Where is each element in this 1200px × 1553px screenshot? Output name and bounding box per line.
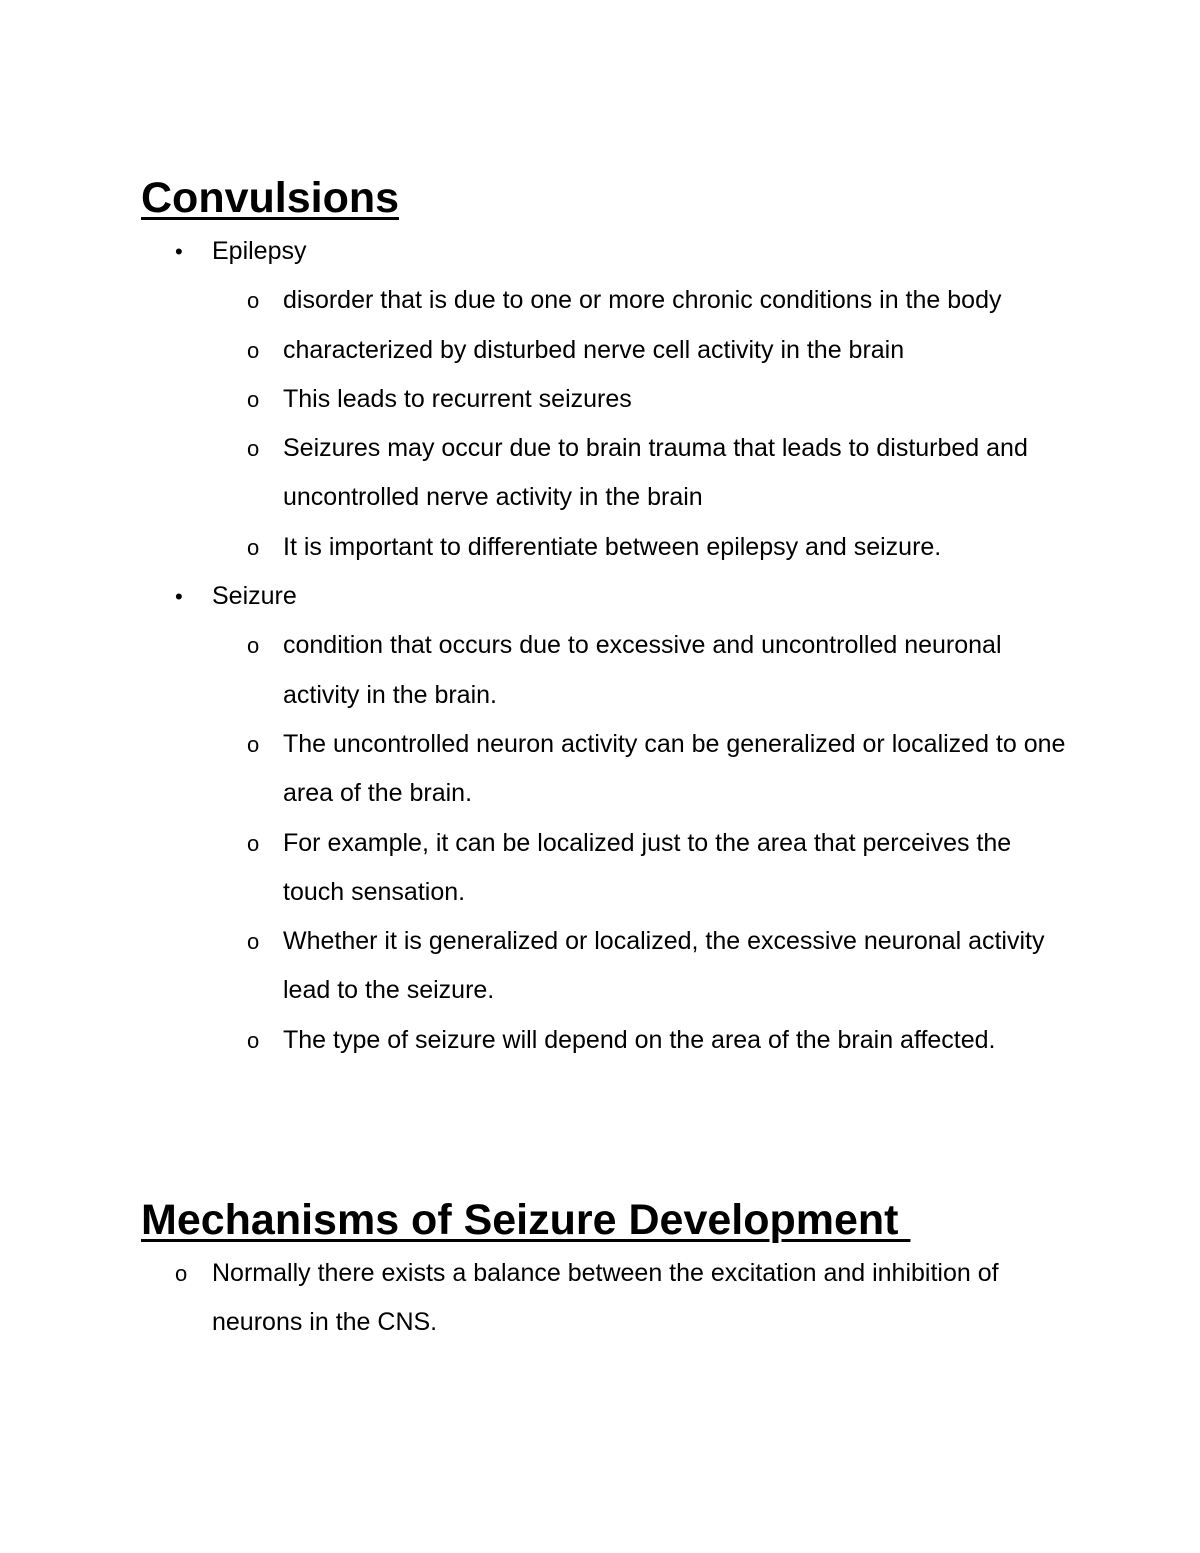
bullet-marker: • xyxy=(175,584,183,610)
sub-list-item xyxy=(0,621,1073,720)
sub-list-item xyxy=(0,523,1073,572)
sub-list-item-text: condition that occurs due to excessive and uncontrolled neuronal activity in the brain. xyxy=(283,631,1002,709)
list-item-seizure xyxy=(0,572,1200,621)
sub-list-item-text: The type of seizure will depend on the area of the brain affected. xyxy=(283,1025,996,1054)
sub-list-item xyxy=(0,375,1073,424)
heading-mechanisms: Mechanisms of Seizure Development xyxy=(141,1196,911,1244)
sub-list-item xyxy=(0,276,1073,325)
sub-bullet-marker: o xyxy=(247,1027,260,1053)
bullet-marker: • xyxy=(175,239,183,264)
sub-bullet-marker: o xyxy=(247,288,260,314)
sub-list-item xyxy=(0,720,1073,819)
mechanisms-list xyxy=(0,1249,1200,1348)
list-item-label: Epilepsy xyxy=(212,237,307,265)
sub-list-item-text: It is important to differentiate between epilepsy and seizure. xyxy=(283,532,942,561)
list-item-epilepsy xyxy=(0,227,1200,276)
sub-list-item-text: disorder that is due to one or more chronic conditions in the body xyxy=(283,286,1002,315)
heading-convulsions: Convulsions xyxy=(141,174,400,222)
sub-bullet-marker: o xyxy=(247,436,260,462)
list-item-label: Seizure xyxy=(212,582,297,611)
sub-list-item xyxy=(0,424,1073,523)
sub-list-item-text: For example, it can be localized just to the area that perceives the touch sensation. xyxy=(283,828,1012,906)
sub-list-item xyxy=(0,819,1073,918)
sub-bullet-marker: o xyxy=(247,534,260,560)
sub-bullet-marker: o xyxy=(247,633,260,659)
sub-list-item-text: Whether it is generalized or localized, the excessive neuronal activity lead to the seizure. xyxy=(283,927,1045,1005)
sub-list-item xyxy=(0,326,1073,375)
sub-list-item xyxy=(0,1016,1073,1065)
sub-bullet-marker: o xyxy=(175,1261,188,1286)
sub-list-item-text: Seizures may occur due to brain trauma that leads to disturbed and uncontrolled nerve activity in the brain xyxy=(283,434,1028,512)
sub-bullet-marker: o xyxy=(247,386,260,412)
sub-list-item-text: characterized by disturbed nerve cell activity in the brain xyxy=(283,335,905,364)
convulsions-list xyxy=(0,227,1200,1065)
sub-list-item-text: The uncontrolled neuron activity can be generalized or localized to one area of the brain. xyxy=(283,729,1066,808)
sub-bullet-marker: o xyxy=(247,929,260,955)
sub-list-item xyxy=(0,1249,1072,1348)
sub-bullet-marker: o xyxy=(247,337,260,363)
sub-list-item-text: This leads to recurrent seizures xyxy=(283,384,632,413)
sub-bullet-marker: o xyxy=(247,731,260,757)
sub-bullet-marker: o xyxy=(247,830,260,856)
sub-list-item xyxy=(0,917,1073,1016)
sub-list-item-text: Normally there exists a balance between the excitation and inhibition of neurons in the CNS. xyxy=(212,1259,999,1337)
